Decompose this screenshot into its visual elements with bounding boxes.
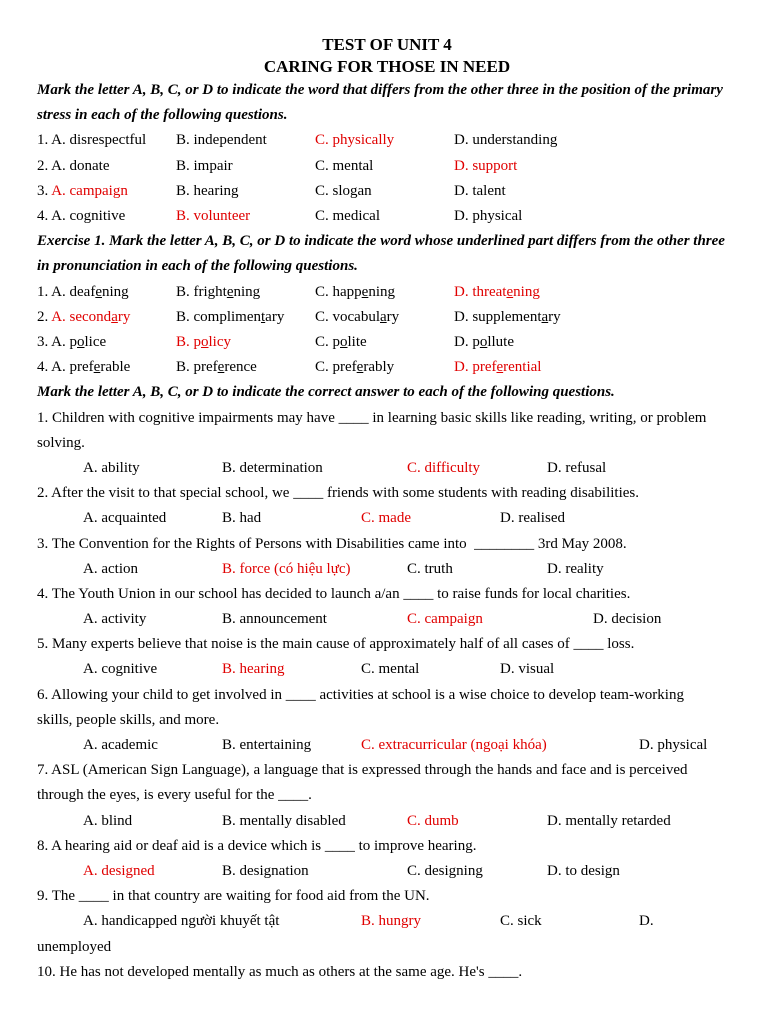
pron-rows xyxy=(37,280,737,381)
question-10 xyxy=(37,960,737,985)
option-a: A. academic xyxy=(83,737,158,754)
option-b: B. frightening xyxy=(176,283,261,300)
option-a: A. activity xyxy=(83,611,147,628)
option-d: D. understanding xyxy=(454,132,558,149)
options xyxy=(37,607,737,632)
option-b: B. complimentary xyxy=(176,308,285,325)
pron-instruction: Exercise 1. Mark the letter A, B, C, or D to indicate the word whose underlined part differs from the other three in pronunciation in each of the following questions. xyxy=(37,233,725,275)
question-text-cont: solving. xyxy=(37,434,85,451)
option-d-answer: D. support xyxy=(454,157,518,174)
option-b: B. mentally disabled xyxy=(222,812,346,829)
question-text: 1. Children with cognitive impairments may have ____ in learning basic skills like reading, writing, or problem xyxy=(37,409,707,426)
title-line-1: TEST OF UNIT 4 xyxy=(322,35,452,54)
question-text: 5. Many experts believe that noise is the main cause of approximately half of all cases of ____ loss. xyxy=(37,636,635,653)
option-b: B. designation xyxy=(222,863,309,880)
options xyxy=(37,557,737,582)
stress-row-3 xyxy=(37,179,737,204)
option-c: C. slogan xyxy=(315,182,372,199)
option-c-answer: C. difficulty xyxy=(407,459,481,476)
option-d: D. refusal xyxy=(547,459,607,476)
option-a: 4. A. preferable xyxy=(37,359,131,376)
option-a: 4. A. cognitive xyxy=(37,207,126,224)
option-b-answer: B. force (có hiệu lực) xyxy=(222,560,351,577)
option-d: D. reality xyxy=(547,560,604,577)
option-d-answer: D. preferential xyxy=(454,359,542,376)
option-c: C. mental xyxy=(361,661,420,678)
options xyxy=(37,506,737,531)
option-a: 2. A. donate xyxy=(37,157,110,174)
question-text-cont: through the eyes, is every useful for the ____. xyxy=(37,787,312,804)
question-7 xyxy=(37,758,737,834)
option-d: D. physical xyxy=(639,737,708,754)
title-line-2: CARING FOR THOSE IN NEED xyxy=(263,57,511,76)
option-b: B. announcement xyxy=(222,611,327,628)
question-6 xyxy=(37,683,737,759)
stress-instruction: Mark the letter A, B, C, or D to indicate the word that differs from the other three in the position of the primary stress in each of the following questions. xyxy=(37,82,723,124)
option-b: B. entertaining xyxy=(222,737,312,754)
options xyxy=(37,733,737,758)
option-b: B. preference xyxy=(176,359,257,376)
option-d: D. visual xyxy=(500,661,555,678)
option-a: A. handicapped người khuyết tật xyxy=(83,913,280,930)
option-a: 3. A. police xyxy=(37,333,107,350)
question-text: 9. The ____ in that country are waiting for food aid from the UN. xyxy=(37,888,430,905)
option-d: D. xyxy=(639,913,654,930)
option-a-answer: A. campaign xyxy=(51,182,128,199)
options xyxy=(37,456,737,481)
option-c: C. polite xyxy=(315,333,367,350)
question-text: 2. After the visit to that special school, we ____ friends with some students with reading disabilities. xyxy=(37,485,639,502)
option-d: D. decision xyxy=(593,611,662,628)
option-b-answer: B. hearing xyxy=(222,661,285,678)
question-8 xyxy=(37,834,737,884)
question-4 xyxy=(37,582,737,632)
option-a: A. cognitive xyxy=(83,661,158,678)
option-d: D. to design xyxy=(547,863,620,880)
pron-row-4 xyxy=(37,355,737,380)
option-d: D. pollute xyxy=(454,333,515,350)
stress-row-1 xyxy=(37,128,737,153)
option-a: A. ability xyxy=(83,459,140,476)
question-3 xyxy=(37,532,737,582)
option-c: C. truth xyxy=(407,560,453,577)
options xyxy=(37,909,737,934)
option-d: D. realised xyxy=(500,510,565,527)
option-c-answer: C. extracurricular (ngoại khóa) xyxy=(361,737,547,754)
option-c: C. preferably xyxy=(315,359,395,376)
option-c: C. vocabulary xyxy=(315,308,400,325)
option-d-answer: D. threatening xyxy=(454,283,540,300)
question-text: 10. He has not developed mentally as much as others at the same age. He's ____. xyxy=(37,963,523,980)
question-text: 7. ASL (American Sign Language), a language that is expressed through the hands and face and is perceived xyxy=(37,762,688,779)
option-a: 1. A. disrespectful xyxy=(37,132,147,149)
question-text: 6. Allowing your child to get involved in ____ activities at school is a wise choice to develop team-working xyxy=(37,686,684,703)
question-text: 4. The Youth Union in our school has decided to launch a/an ____ to raise funds for local charities. xyxy=(37,585,631,602)
question-1 xyxy=(37,406,737,482)
option-c-answer: C. dumb xyxy=(407,812,459,829)
option-c-answer: C. made xyxy=(361,510,411,527)
stress-row-4 xyxy=(37,204,737,229)
option-c: C. mental xyxy=(315,157,374,174)
option-a: A. acquainted xyxy=(83,510,167,527)
option-c: C. designing xyxy=(407,863,483,880)
option-a: A. blind xyxy=(83,812,133,829)
option-b-answer: B. volunteer xyxy=(176,207,251,224)
option-c-answer: C. physically xyxy=(315,132,395,149)
option-a-answer: A. designed xyxy=(83,863,155,880)
mc-instruction: Mark the letter A, B, C, or D to indicate the correct answer to each of the following questions. xyxy=(37,384,615,401)
option-c: C. happening xyxy=(315,283,396,300)
question-2 xyxy=(37,481,737,531)
pron-row-2 xyxy=(37,305,737,330)
option-a: A. action xyxy=(83,560,138,577)
options xyxy=(37,859,737,884)
option-b: B. impair xyxy=(176,157,233,174)
option-d: D. mentally retarded xyxy=(547,812,671,829)
option-a-answer: 2. A. secondary xyxy=(37,308,131,325)
question-text: 8. A hearing aid or deaf aid is a device which is ____ to improve hearing. xyxy=(37,837,477,854)
pron-row-3 xyxy=(37,330,737,355)
option-a: 1. A. deafening xyxy=(37,283,129,300)
option-a-num: 3. A. campaign xyxy=(37,182,128,199)
worksheet-page xyxy=(37,34,737,985)
option-c: C. sick xyxy=(500,913,542,930)
question-text: 3. The Convention for the Rights of Persons with Disabilities came into ________ 3rd May 2008. xyxy=(37,535,627,552)
option-b: B. had xyxy=(222,510,262,527)
option-b: B. independent xyxy=(176,132,267,149)
pron-row-1 xyxy=(37,280,737,305)
option-c-answer: C. campaign xyxy=(407,611,483,628)
option-b: B. hearing xyxy=(176,182,239,199)
option-b-answer: B. policy xyxy=(176,333,232,350)
question-5 xyxy=(37,632,737,682)
option-b-answer: B. hungry xyxy=(361,913,421,930)
question-9 xyxy=(37,884,737,960)
option-d: D. physical xyxy=(454,207,523,224)
option-d: D. supplementary xyxy=(454,308,561,325)
option-d-text-cont: unemployed xyxy=(37,938,112,955)
options xyxy=(37,809,737,834)
options xyxy=(37,657,737,682)
option-b: B. determination xyxy=(222,459,323,476)
option-d: D. talent xyxy=(454,182,506,199)
question-text-cont: skills, people skills, and more. xyxy=(37,711,220,728)
option-c: C. medical xyxy=(315,207,380,224)
stress-row-2 xyxy=(37,154,737,179)
